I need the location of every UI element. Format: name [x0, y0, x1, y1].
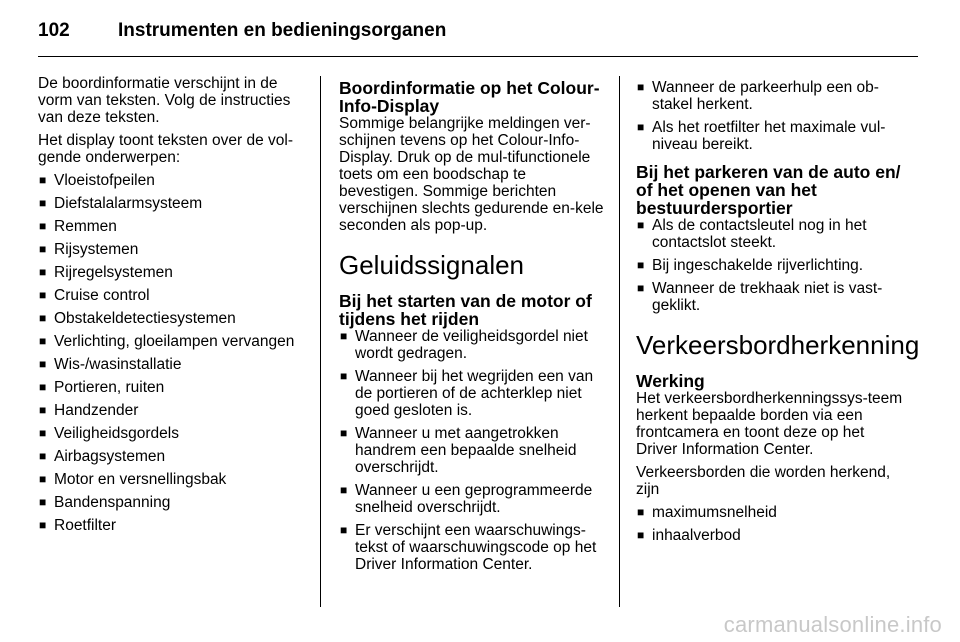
bullet-icon: ■ — [39, 311, 47, 325]
list-item: ■ Obstakeldetectiesystemen — [39, 310, 236, 327]
list-item: ■ Remmen — [39, 218, 117, 235]
bullet-icon: ■ — [637, 80, 645, 94]
bullet-icon: ■ — [39, 334, 47, 348]
bullet-icon: ■ — [39, 472, 47, 486]
heading-werking: Werking — [636, 371, 705, 391]
recognized-signs-paragraph: Verkeersborden die worden herkend, zijn — [636, 464, 891, 498]
bullet-icon: ■ — [39, 242, 47, 256]
bullet-icon: ■ — [340, 369, 348, 383]
bullet-icon: ■ — [39, 426, 47, 440]
list-item: ■ Wanneer u met aangetrokken handrem een bepaalde snelheid overschrijdt. — [340, 425, 577, 476]
bullet-icon: ■ — [637, 505, 645, 519]
bullet-icon: ■ — [39, 380, 47, 394]
list-item: ■ Handzender — [39, 402, 139, 419]
werking-paragraph: Het verkeersbordherkenningssys-teem herkent bepaalde borden via een frontcamera en toont deze op het Driver Information Center. — [636, 390, 903, 458]
intro-paragraph: De boordinformatie verschijnt in de vorm van teksten. Volg de instructies van deze teksten. — [38, 75, 291, 126]
bullet-icon: ■ — [39, 265, 47, 279]
list-item: ■ Diefstalalarmsysteem — [39, 195, 203, 212]
page-number: 102 — [38, 20, 70, 41]
watermark: carmanualsonline.info — [723, 612, 942, 637]
bullet-icon: ■ — [637, 258, 645, 272]
bullet-icon: ■ — [39, 288, 47, 302]
heading-geluidssignalen: Geluidssignalen — [339, 250, 525, 280]
colour-info-display-paragraph: Sommige belangrijke meldingen ver-schijnen tevens op het Colour-Info-Display. Druk op de mul-tifunctionele toets om een boodschap te bevestigen. Sommige berichten verschijnen slechts gedurende en-kele seconden als pop-up. — [339, 115, 604, 234]
list-item: ■ Wanneer de trekhaak niet is vast-geklikt. — [637, 280, 883, 314]
list-item: ■ Rijregelsystemen — [39, 264, 173, 281]
list-item: ■ Wanneer de veiligheidsgordel niet wordt gedragen. — [340, 328, 588, 362]
parking-signals-list — [636, 217, 906, 314]
list-item: ■ Wanneer de parkeerhulp een ob-stakel herkent. — [637, 79, 879, 113]
bullet-icon: ■ — [637, 218, 645, 232]
bullet-icon: ■ — [39, 357, 47, 371]
list-item: ■ Motor en versnellingsbak — [39, 471, 227, 488]
column-left — [38, 75, 310, 540]
recognized-signs-list — [636, 504, 906, 544]
list-item: ■ Als de contactsleutel nog in het contactslot steekt. — [637, 217, 867, 251]
list-item: ■ Er verschijnt een waarschuwings-tekst of waarschuwingscode op het Driver Information Center. — [340, 522, 597, 573]
column-right — [636, 75, 920, 550]
list-item: ■ Rijsystemen — [39, 241, 139, 258]
bullet-icon: ■ — [39, 518, 47, 532]
bullet-icon: ■ — [39, 196, 47, 210]
bullet-icon: ■ — [340, 523, 348, 537]
driving-signals-list-continued — [636, 79, 906, 153]
page-header — [38, 16, 918, 57]
list-item: ■ Bij ingeschakelde rijverlichting. — [637, 257, 864, 274]
list-item: ■ Verlichting, gloeilampen vervangen — [39, 333, 295, 350]
heading-starting-driving: Bij het starten van de motor of tijdens het rijden — [339, 291, 592, 329]
list-item: ■ maximumsnelheid — [637, 504, 777, 521]
list-item: ■ Bandenspanning — [39, 494, 171, 511]
heading-verkeersbordherkenning: Verkeersbordherkenning — [636, 330, 920, 360]
column-divider-left — [320, 76, 321, 607]
bullet-icon: ■ — [637, 528, 645, 542]
bullet-icon: ■ — [637, 281, 645, 295]
bullet-icon: ■ — [340, 483, 348, 497]
list-item: ■ Vloeistofpeilen — [39, 172, 155, 189]
column-middle — [339, 75, 605, 579]
list-item: ■ Wis-/wasinstallatie — [39, 356, 182, 373]
list-item: ■ Als het roetfilter het maximale vul-niveau bereikt. — [637, 119, 886, 153]
heading-colour-info-display: Boordinformatie op het Colour-Info-Display — [339, 78, 600, 116]
list-item: ■ Portieren, ruiten — [39, 379, 165, 396]
list-item: ■ inhaalverbod — [637, 527, 741, 544]
bullet-icon: ■ — [340, 426, 348, 440]
bullet-icon: ■ — [39, 219, 47, 233]
topics-list — [38, 172, 310, 534]
list-item: ■ Roetfilter — [39, 517, 117, 534]
driving-signals-list — [339, 328, 605, 573]
list-item: ■ Wanneer bij het wegrijden een van de portieren of de achterklep niet goed gesloten is. — [340, 368, 594, 419]
column-divider-right — [619, 76, 620, 607]
bullet-icon: ■ — [39, 403, 47, 417]
list-item: ■ Wanneer u een geprogrammeerde snelheid overschrijdt. — [340, 482, 593, 516]
topics-intro-paragraph: Het display toont teksten over de vol-gende onderwerpen: — [38, 132, 294, 166]
list-item: ■ Airbagsystemen — [39, 448, 166, 465]
chapter-title: Instrumenten en bedieningsorganen — [118, 20, 447, 41]
bullet-icon: ■ — [39, 173, 47, 187]
heading-parking: Bij het parkeren van de auto en/ of het openen van het bestuurdersportier — [636, 162, 901, 218]
list-item: ■ Veiligheidsgordels — [39, 425, 179, 442]
bullet-icon: ■ — [637, 120, 645, 134]
bullet-icon: ■ — [39, 449, 47, 463]
list-item: ■ Cruise control — [39, 287, 150, 304]
bullet-icon: ■ — [39, 495, 47, 509]
bullet-icon: ■ — [340, 329, 348, 343]
